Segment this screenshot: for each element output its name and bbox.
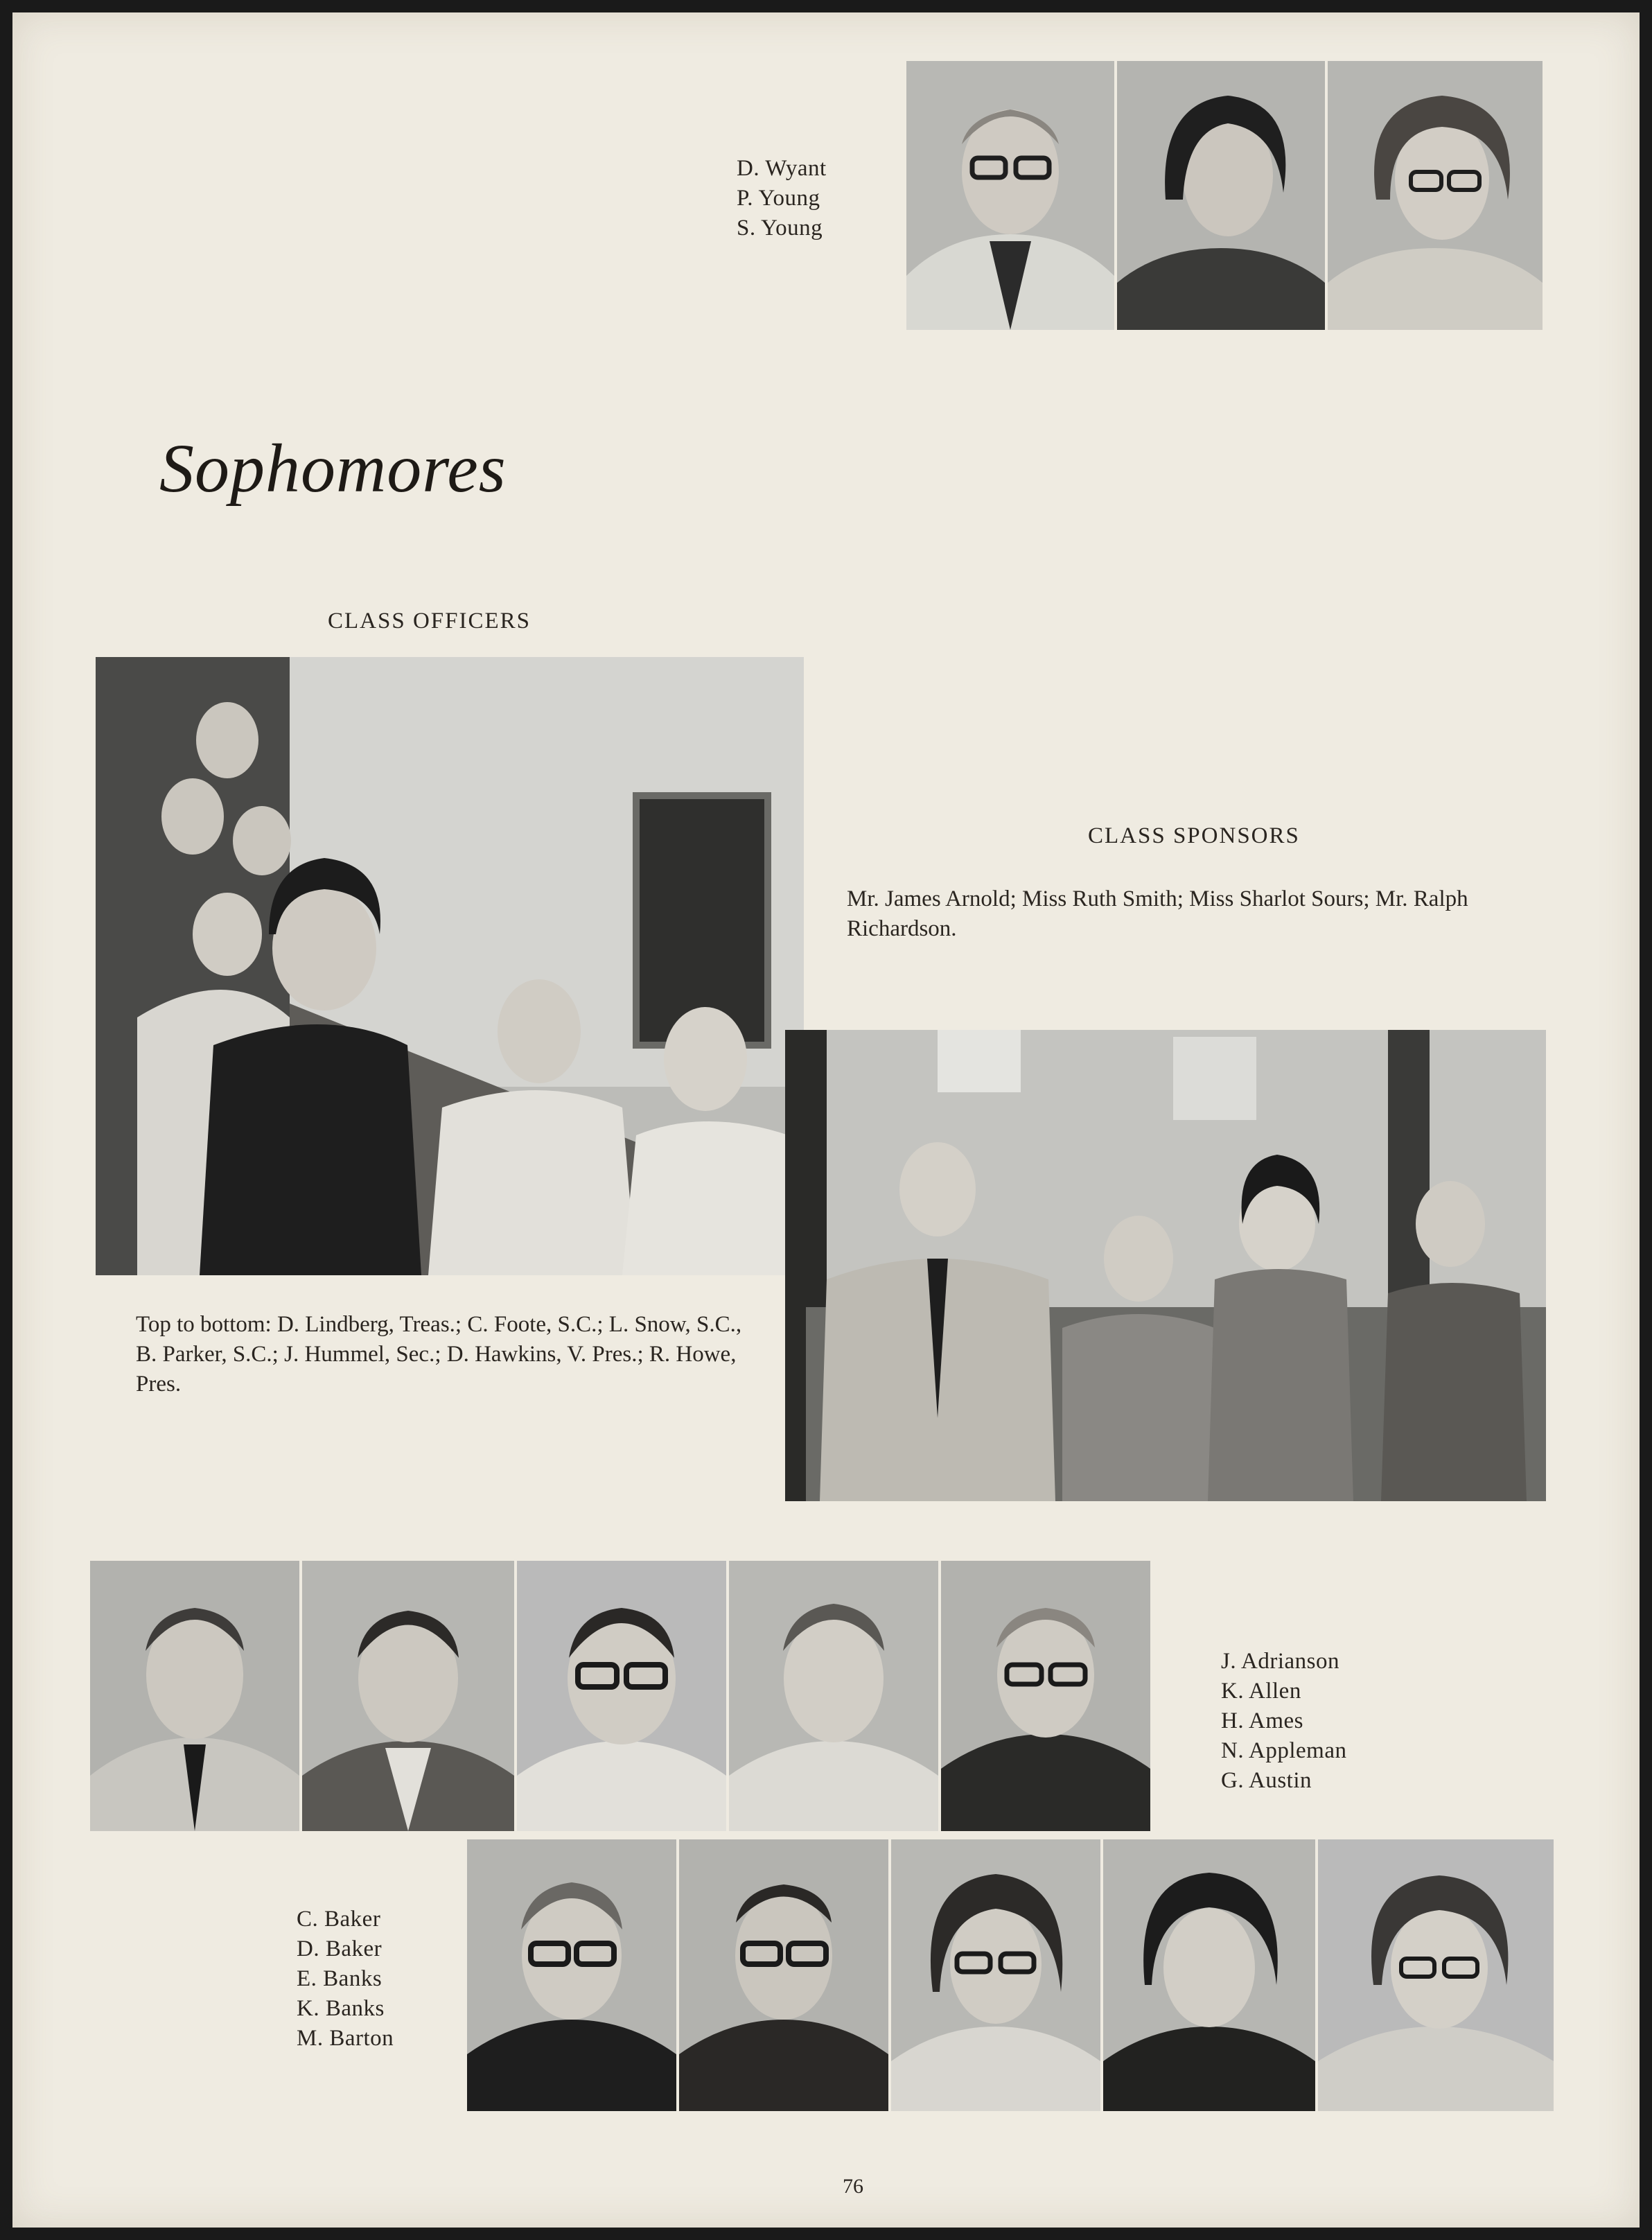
row2-names-list	[297, 1905, 394, 2054]
name-e-banks: E. Banks	[297, 1966, 383, 1991]
name-g-austin: G. Austin	[1221, 1768, 1312, 1793]
name-j-adrianson: J. Adrianson	[1221, 1649, 1339, 1674]
name-c-baker: C. Baker	[297, 1907, 381, 1932]
name-k-banks: K. Banks	[297, 1996, 385, 2021]
page-number: 76	[843, 2175, 863, 2198]
portrait-p-young	[1117, 61, 1325, 330]
class-officers-caption: Top to bottom: D. Lindberg, Treas.; C. Foote, S.C.; L. Snow, S.C., B. Parker, S.C.; J. Hummel, Sec.; D. Hawkins, V. Pres.; R. Howe, Pres.	[136, 1312, 742, 1397]
name-k-allen: K. Allen	[1221, 1679, 1301, 1704]
portrait-g-austin	[941, 1561, 1150, 1831]
portrait-c-baker	[467, 1839, 676, 2111]
yearbook-page	[12, 12, 1640, 2228]
portrait-s-young	[1328, 61, 1543, 330]
name-n-appleman: N. Appleman	[1221, 1738, 1347, 1763]
portrait-h-ames	[517, 1561, 726, 1831]
portrait-d-wyant	[906, 61, 1114, 330]
portrait-m-barton	[1318, 1839, 1554, 2111]
name-h-ames: H. Ames	[1221, 1708, 1303, 1733]
portrait-j-adrianson	[90, 1561, 299, 1831]
name-p-young: P. Young	[737, 186, 820, 211]
portrait-k-allen	[302, 1561, 514, 1831]
portrait-d-baker	[679, 1839, 888, 2111]
portrait-e-banks	[891, 1839, 1100, 2111]
class-officers-heading: CLASS OFFICERS	[328, 609, 531, 633]
top-names-list	[737, 154, 827, 243]
name-m-barton: M. Barton	[297, 2026, 394, 2051]
class-sponsors-photo	[785, 1030, 1546, 1501]
row1-names-list	[1221, 1647, 1346, 1796]
name-s-young: S. Young	[737, 216, 823, 240]
portrait-k-banks	[1103, 1839, 1315, 2111]
class-sponsors-heading: CLASS SPONSORS	[1088, 823, 1300, 848]
class-officers-photo	[96, 657, 804, 1275]
portrait-n-appleman	[729, 1561, 938, 1831]
name-d-baker: D. Baker	[297, 1936, 383, 1961]
name-d-wyant: D. Wyant	[737, 156, 827, 181]
class-sponsors-caption: Mr. James Arnold; Miss Ruth Smith; Miss Sharlot Sours; Mr. Ralph Richardson.	[847, 886, 1468, 941]
section-title: Sophomores	[159, 430, 507, 507]
